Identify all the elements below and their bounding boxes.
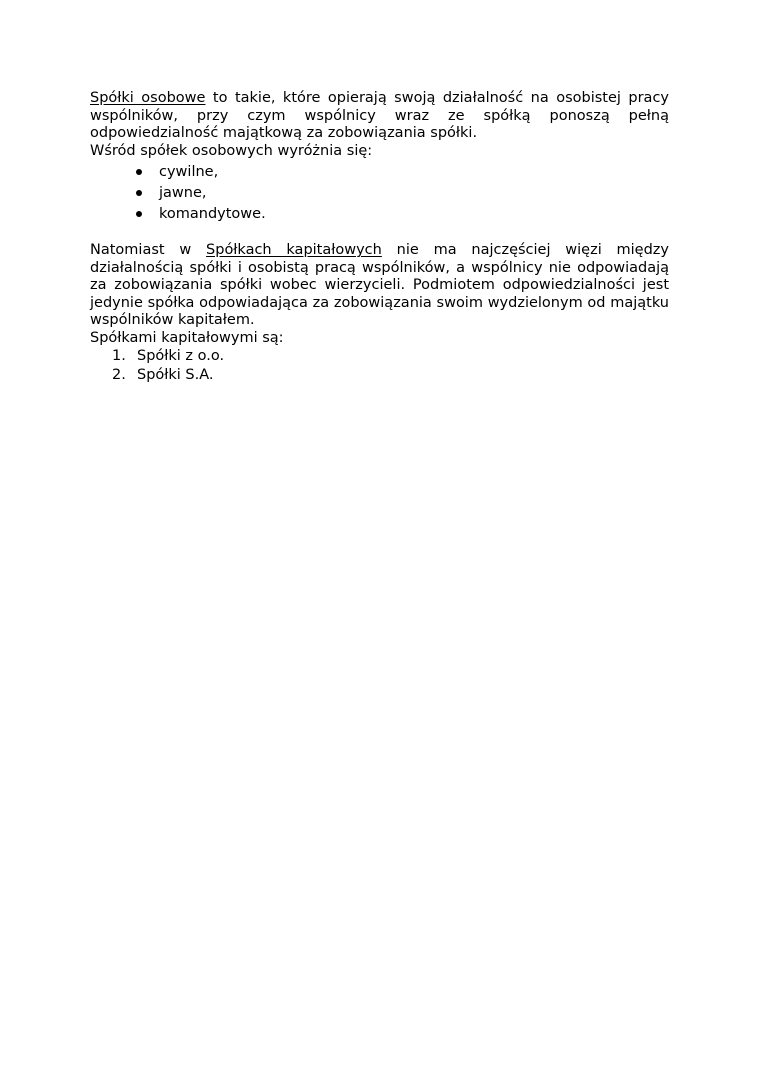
- paragraph-text: to takie, które opierają swoją działalność na osobistej pracy wspólników, przy czym wspólnicy wraz ze spółką ponoszą pełną odpowiedzialność majątkową za zobowiązania spółki.: [90, 90, 669, 141]
- paragraph-text: Natomiast w: [90, 242, 207, 258]
- document-page: [90, 90, 669, 385]
- paragraph-personal-partnerships: [90, 90, 669, 143]
- list-item-text: Spółki z o.o.: [137, 348, 225, 364]
- link-capital-companies[interactable]: Spółkach kapitałowych: [206, 242, 382, 258]
- list-item-text: jawne,: [159, 185, 207, 201]
- list-item: [90, 366, 669, 385]
- list-number: 1.: [112, 348, 126, 364]
- list-item: [90, 162, 669, 183]
- list-intro-capital: Spółkami kapitałowymi są:: [90, 329, 284, 346]
- bullet-list: [90, 162, 669, 225]
- list-item: [90, 204, 669, 225]
- list-intro-personal: Wśród spółek osobowych wyróżnia się:: [90, 142, 373, 159]
- list-item-text: komandytowe.: [159, 206, 266, 222]
- paragraph-text: nie ma najczęściej więzi między działalnością spółki i osobistą pracą wspólników, a wspólnicy nie odpowiadają za zobowiązania spółki wobec wierzycieli. Podmiotem odpowiedzialności jest jedynie spółka odpowiadająca za zobowiązania swoim wydzielonym od majątku wspólników kapitałem.: [90, 242, 669, 328]
- bullet-icon: [136, 190, 142, 196]
- list-item-text: Spółki S.A.: [137, 367, 214, 383]
- list-item: [90, 347, 669, 366]
- bullet-icon: [136, 169, 142, 175]
- list-item-text: cywilne,: [159, 164, 219, 180]
- paragraph-capital-companies: [90, 242, 669, 330]
- numbered-list: [90, 347, 669, 385]
- link-personal-partnerships[interactable]: Spółki osobowe: [90, 90, 206, 106]
- bullet-icon: [136, 211, 142, 217]
- list-item: [90, 183, 669, 204]
- list-number: 2.: [112, 367, 126, 383]
- paragraph-spacer: [90, 225, 669, 242]
